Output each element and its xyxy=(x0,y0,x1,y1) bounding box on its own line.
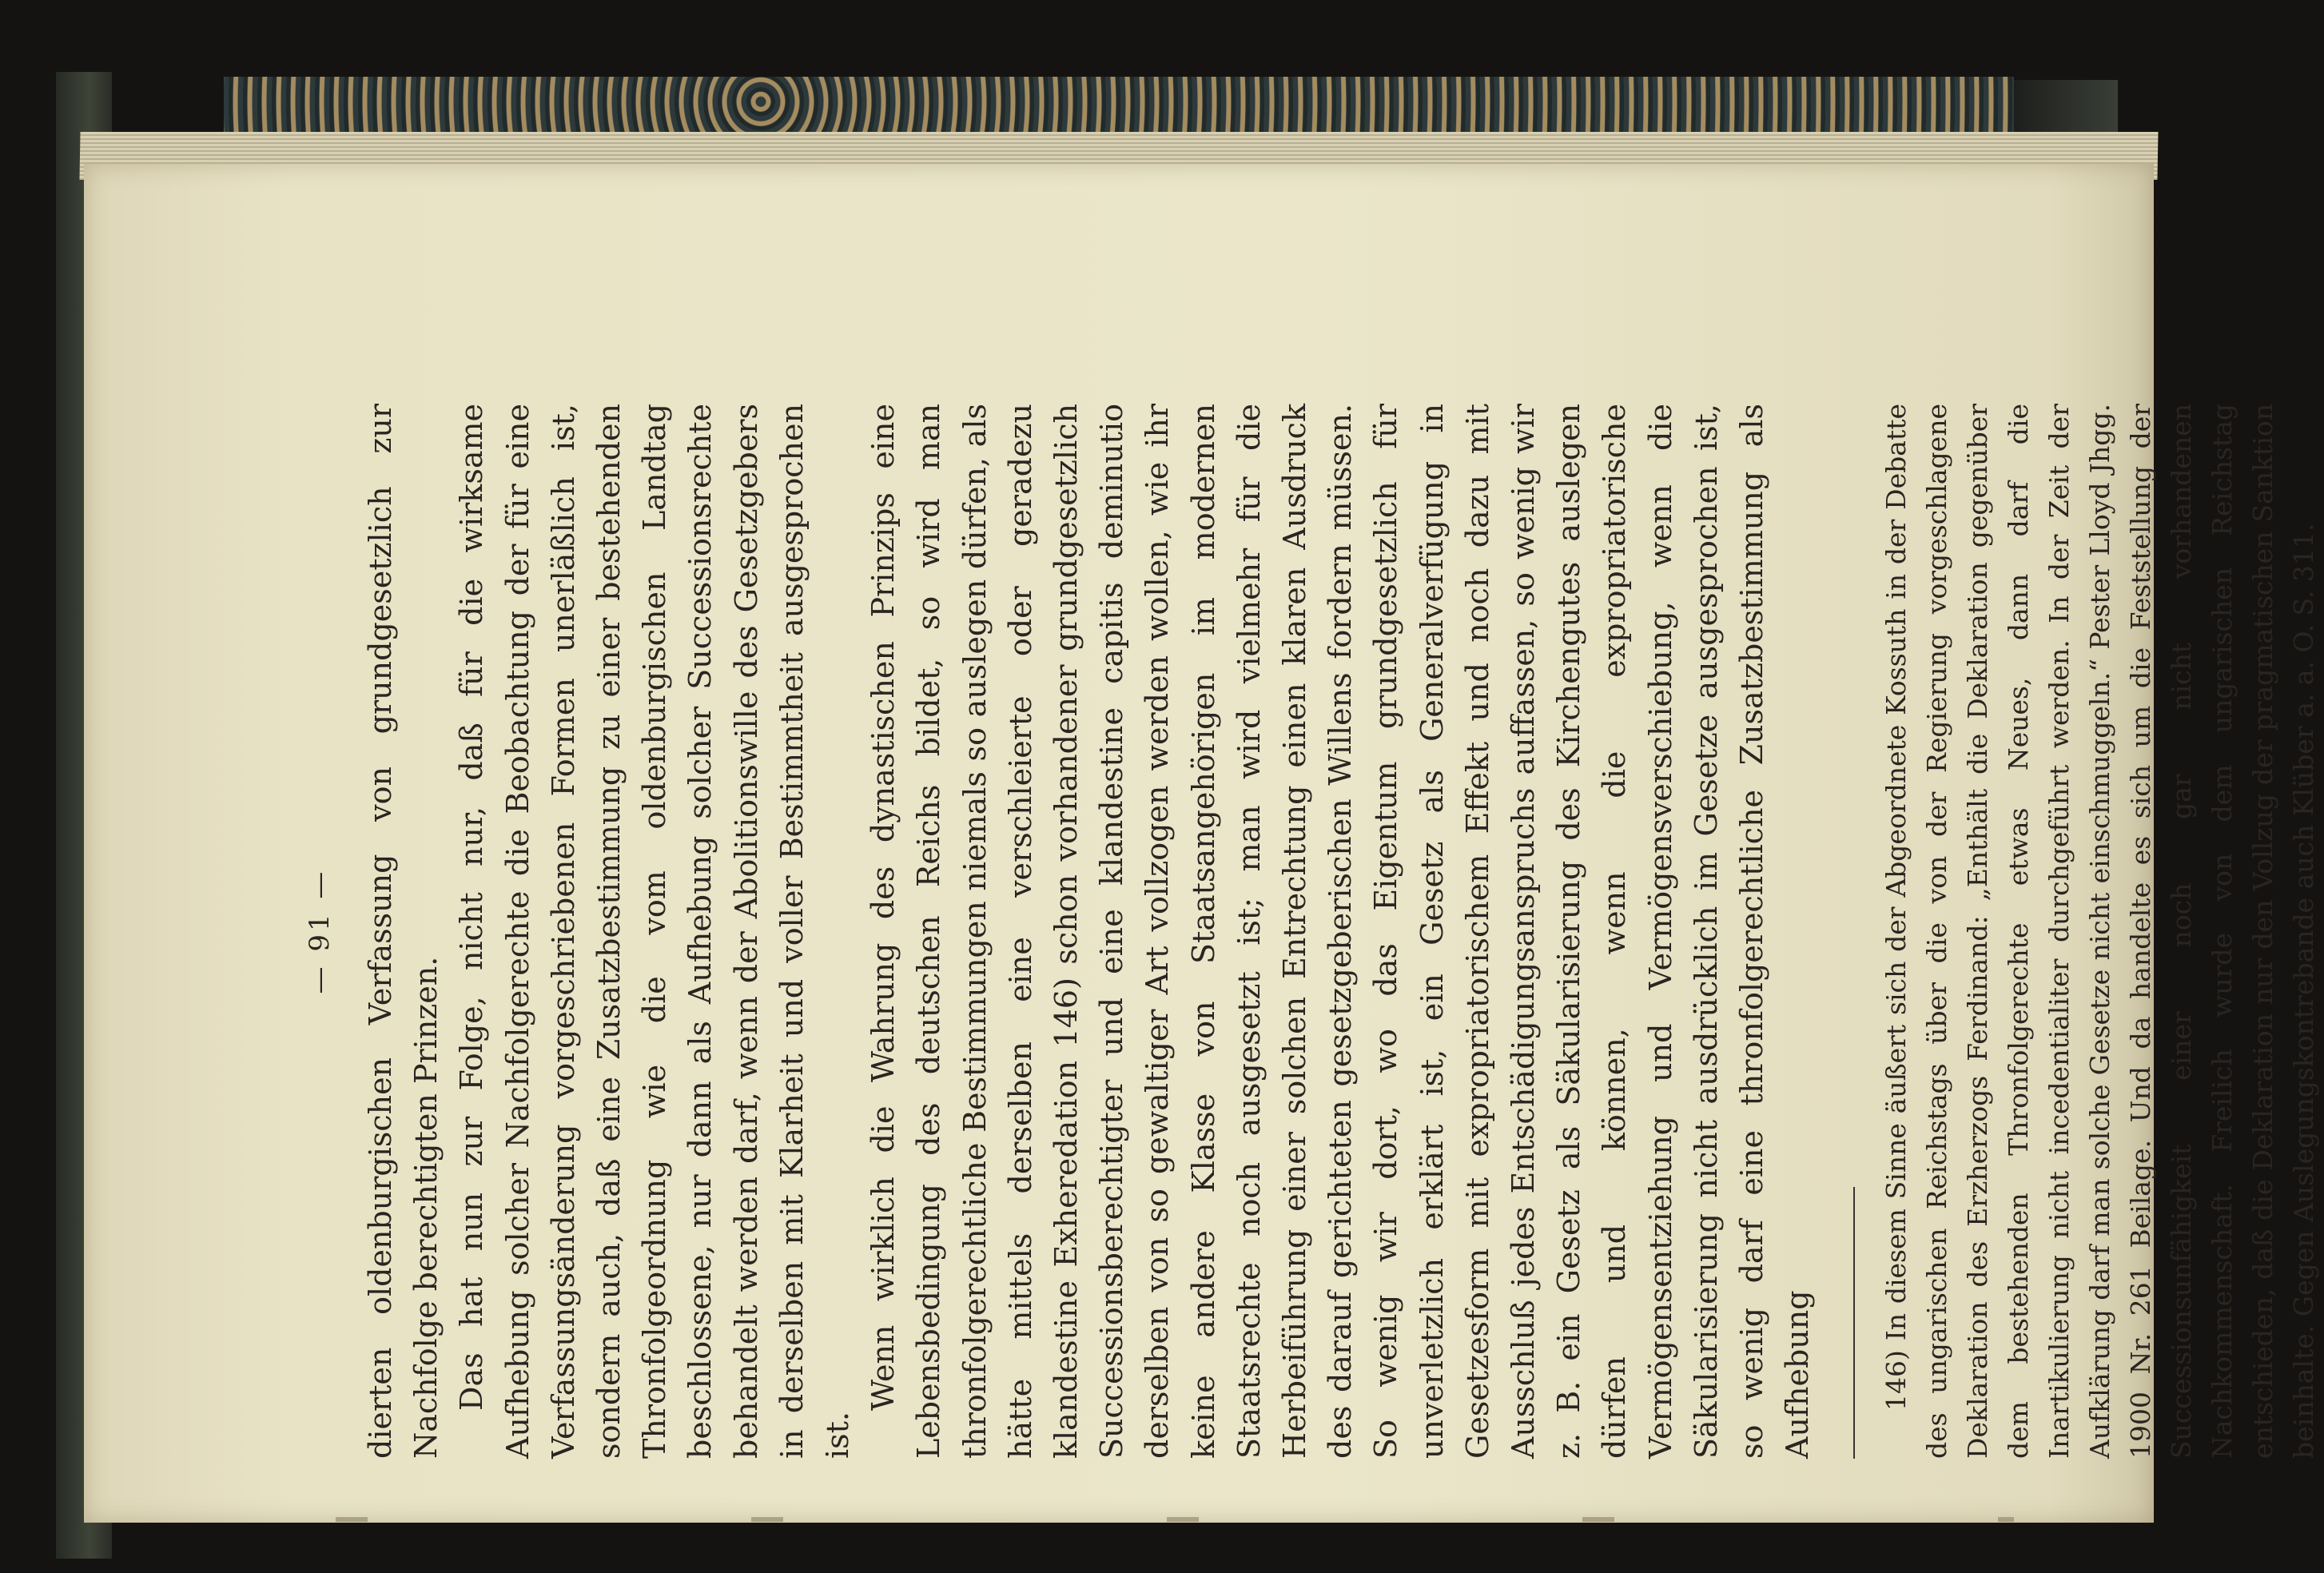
binding-stitches xyxy=(336,1517,2014,1522)
paragraph-1: dierten oldenburgischen Verfassung von grundgesetzlich zur Nachfolge berechtigten Prinzen. xyxy=(363,404,444,1459)
marbled-endpaper xyxy=(224,77,2014,139)
paragraph-2: Das hat nun zur Folge, nicht nur, daß für die wirksame Aufhebung solcher Nachfolgerechte die Beobachtung der für eine Verfassungsänderung vorgeschriebenen Formen unerläßlich ist, sondern auch, daß eine Zusatzbestimmung zu einer bestehenden Thronfolgeordnung wie die vom oldenburgischen Landtag beschlossene, nur dann als Aufhebung solcher Successionsrechte behandelt werden darf, wenn der Abolitionswille des Gesetzgebers in derselben mit Klarheit und voller Bestimmtheit ausgesprochen ist. xyxy=(454,404,856,1459)
page-text-block xyxy=(304,404,2319,1459)
paragraph-3: Wenn wirklich die Wahrung des dynastischen Prinzips eine Lebensbedingung des deutschen Reichs bildet, so wird man thronfolgerechtliche Bestimmungen niemals so auslegen dürfen, als hätte mittels derselben eine verschleierte oder geradezu klandestine Exheredation 146) schon vorhandener grundgesetzlich Successionsberechtigter und eine klandestine capitis deminutio derselben von so gewaltiger Art vollzogen werden wollen, wie ihr keine andere Klasse von Staatsangehörigen im modernen Staatsrechte noch ausgesetzt ist; man wird vielmehr für die Herbeiführung einer solchen Entrechtung einen klaren Ausdruck des darauf gerichteten gesetzgeberischen Willens fordern müssen. So wenig wir dort, wo das Eigentum grundgesetzlich für unverletzlich erklärt ist, ein Gesetz als Generalverfügung in Gesetzesform mit expropriatorischem Effekt und noch dazu mit Ausschluß jedes Entschädigungsanspruchs auffassen, so wenig wir z. B. ein Gesetz als Säkularisierung des Kirchengutes auslegen dürfen und können, wenn die expropriatorische Vermögensentziehung und Vermögensverschiebung, wenn die Säkularisierung nicht ausdrücklich im Gesetze ausgesprochen ist, so wenig darf eine thronfolgerechtliche Zusatzbestimmung als Aufhebung xyxy=(866,404,1816,1459)
footnote-146: 146) In diesem Sinne äußert sich der Abgeordnete Kossuth in der Debatte des ungarischen Reichstags über die von der Regierung vorgeschlagene Deklaration des Erzherzogs Ferdinand: „Enthält die Deklaration gegenüber dem bestehenden Thronfolgerechte etwas Neues, dann darf die Inartikulierung nicht incedentialiter durchgeführt werden. In der Zeit der Aufklärung darf man solche Gesetze nicht einschmuggeln.“ Pester Lloyd Jhgg. 1900 Nr. 261 Beilage. Und da handelte es sich um die Feststellung der Successionsunfähigkeit einer noch gar nicht vorhandenen Nachkommenschaft. Freilich wurde von dem ungarischen Reichstag entschieden, daß die Deklaration nur den Vollzug der pragmatischen Sanktion beinhalte. Gegen Auslegungskontrebande auch Klüber a. a. O. S. 311. xyxy=(1880,404,2319,1459)
footnote-rule xyxy=(1853,1187,1855,1459)
page-number: — 91 — xyxy=(304,868,336,994)
